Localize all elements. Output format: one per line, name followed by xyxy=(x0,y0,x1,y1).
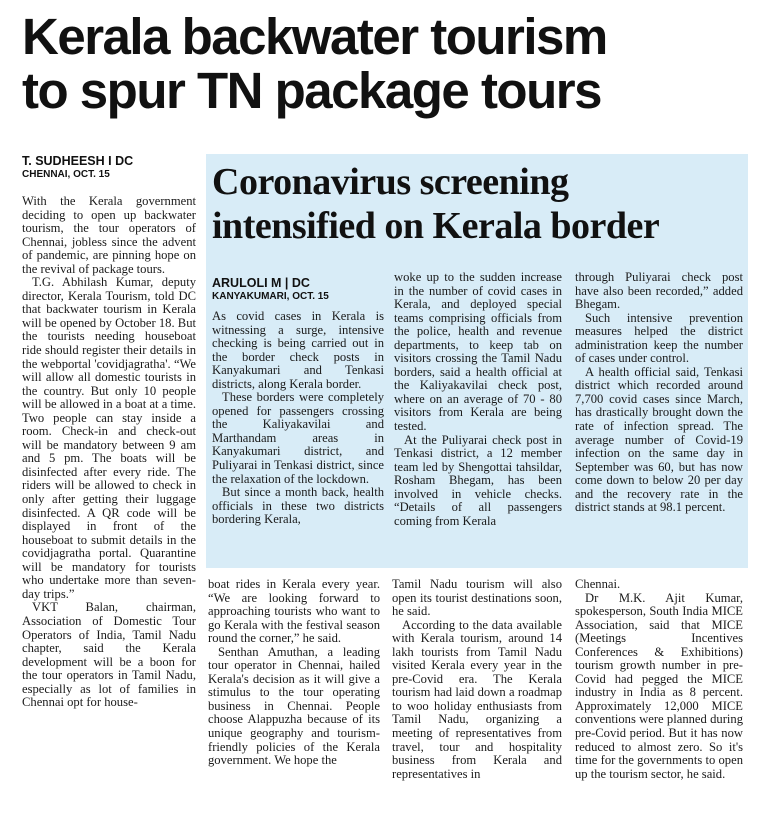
sidebar-col1-paragraph: But since a month back, health officials in these two districts bordering Kerala, xyxy=(212,485,384,527)
sidebar-column-2 xyxy=(394,271,562,528)
main-column-3 xyxy=(392,578,562,781)
sidebar-col1-paragraph: As covid cases in Kerala is witnessing a surge, intensive checking is being carried out in the border check posts in Kanyakumari and Tenkasi districts, along Kerala border. xyxy=(212,309,384,391)
main-col3-paragraph: According to the data available with Kerala tourism, around 14 lakh tourists from Tamil Nadu visited Kerala every year in the pre-Covid era. The Kerala tourism had laid down a roadmap to woo holiday enthusiasts from Tamil Nadu, organizing a meeting of representatives from travel, tour and hospitality business from Kerala and representatives in xyxy=(392,617,562,781)
main-col2-paragraph: boat rides in Kerala every year. “We are looking forward to approaching tourists who want to go Kerala with the festival season round the corner,” he said. xyxy=(208,577,380,646)
main-headline-line-2: to spur TN package tours xyxy=(22,62,601,119)
main-column-4 xyxy=(575,578,743,781)
sidebar-headline xyxy=(212,160,748,248)
main-col1-paragraph: With the Kerala government deciding to open up backwater tourism, the tour operators of Chennai, jobless since the advent of pandemic, are pinning hope on the revival of package tours. xyxy=(22,194,196,276)
main-col4-paragraph: Chennai. xyxy=(575,577,621,591)
main-column-1 xyxy=(22,195,196,710)
main-col4-paragraph: Dr M.K. Ajit Kumar, spokesperson, South India MICE Association, said that MICE (Meetings Incentives Conferences & Exhibitions) tourism growth number in pre-Covid had pegged the MICE industry in India as 8 percent. Approximately 12,000 MICE conventions were planned during pre-Covid period. But it has now reduced to almost zero. So it's time for the governments to open up the tourism sector, he said. xyxy=(575,590,743,781)
main-byline: T. SUDHEESH I DC xyxy=(22,154,134,168)
main-column-2 xyxy=(208,578,380,768)
sidebar-col3-paragraph: through Puliyarai check post have also been recorded,” added Bhegam. xyxy=(575,270,743,312)
sidebar-headline-line-2: intensified on Kerala border xyxy=(212,205,660,247)
main-dateline: CHENNAI, OCT. 15 xyxy=(22,169,110,180)
sidebar-col2-paragraph: At the Puliyarai check post in Tenkasi district, a 12 member team led by Shengottai tahsildar, Rosham Bhegam, has been involved in vehicle checks. “Details of all passengers coming from Kerala xyxy=(394,432,562,528)
sidebar-byline: ARULOLI M | DC xyxy=(212,276,310,290)
main-headline xyxy=(22,10,752,118)
sidebar-column-3 xyxy=(575,271,743,515)
sidebar-col3-paragraph: A health official said, Tenkasi district which recorded around 7,700 covid cases since March, has drastically brought down the rate of infection spread. The average number of Covid-19 infection on the same day in September was 60, but has now come down to below 20 per day and the recovery rate in the district stands at 98.1 percent. xyxy=(575,364,743,515)
sidebar-col3-paragraph: Such intensive prevention measures helped the district administration keep the number of cases under control. xyxy=(575,310,743,366)
sidebar-headline-line-1: Coronavirus screening xyxy=(212,161,569,203)
main-col1-paragraph: T.G. Abhilash Kumar, deputy director, Kerala Tourism, told DC that backwater tourism in Kerala will be opened by October 18. But the tourists needing houseboat ride should register their details in the webportal 'covidjagratha'. “We will allow all domestic tourists in the country. But only 10 people will be allowed in a boat at a time. Two people can stay inside a room. Check-in and check-out will be mandatory between 9 am and 5 pm. The boats will be disinfected after every ride. The riders will be allowed to check in only after getting their luggage disinfected. A QR code will be displayed in front of the houseboat to submit details in the covidjagratha portal. Quarantine will be mandatory for tourists who undertake more than seven-day trips.” xyxy=(22,275,196,601)
main-col1-paragraph: VKT Balan, chairman, Association of Domestic Tour Operators of India, Tamil Nadu chapter, said the Kerala development will be a boon for the tour operators in Tamil Nadu, especially as lot of families in Chennai opt for house- xyxy=(22,600,196,710)
sidebar-column-1 xyxy=(212,310,384,527)
main-headline-line-1: Kerala backwater tourism xyxy=(22,8,607,65)
sidebar-dateline: KANYAKUMARI, OCT. 15 xyxy=(212,291,329,302)
main-col2-paragraph: Senthan Amuthan, a leading tour operator in Chennai, hailed Kerala's decision as it will give a stimulus to the tour operating business in Chennai. People choose Alappuzha because of its unique geography and tourism-friendly policies of the Kerala government. We hope the xyxy=(208,644,380,768)
sidebar-col1-paragraph: These borders were completely opened for passengers crossing the Kaliyakavilai and Marthandam areas in Kanyakumari district, and Puliyarai in Tenkasi district, since the relaxation of the lockdown. xyxy=(212,390,384,486)
sidebar-col2-paragraph: woke up to the sudden increase in the number of covid cases in Kerala, and deployed special teams comprising officials from the police, health and revenue departments, to keep tab on visitors crossing the Tamil Nadu borders, said a health official at the Kaliyakavilai check post, where on an average of 70 - 80 visitors from Kerala are being tested. xyxy=(394,270,562,434)
main-col3-paragraph: Tamil Nadu tourism will also open its tourist destinations soon, he said. xyxy=(392,577,562,619)
